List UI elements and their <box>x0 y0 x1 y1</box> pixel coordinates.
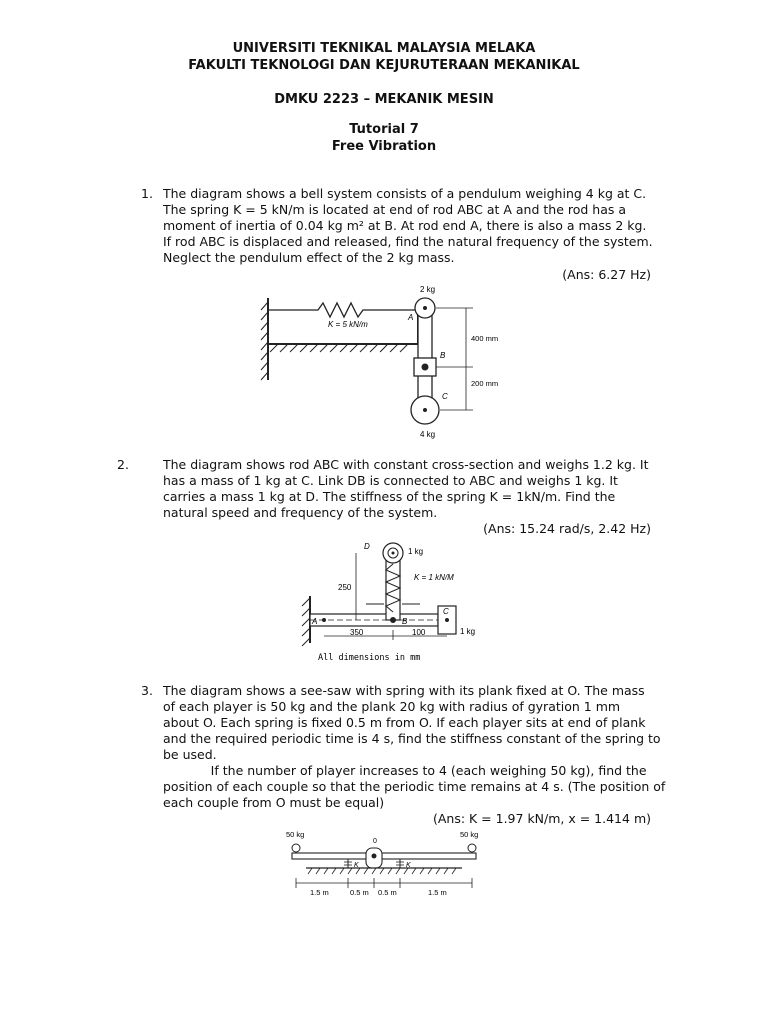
figure-1-label-a: A <box>408 313 414 322</box>
figure-2-mass-c: 1 kg <box>460 627 476 636</box>
question-1-line: The spring K = 5 kN/m is located at end of rod ABC at A and the rod has a <box>163 202 627 217</box>
question-1-line: If rod ABC is displaced and released, find the natural frequency of the system. <box>163 234 653 249</box>
figure-1-dim-upper: 400 mm <box>471 334 499 343</box>
figure-3-left-mass: 50 kg <box>286 830 305 839</box>
question-1-line: The diagram shows a bell system consists of a pendulum weighing 4 kg at C. <box>163 186 647 201</box>
course-title: DMKU 2223 – MEKANIK MESIN <box>274 92 494 107</box>
question-1-text <box>163 186 655 266</box>
figure-1-label-b: B <box>440 351 446 360</box>
figure-3-dim: 0.5 m <box>378 888 397 897</box>
question-3-line: The diagram shows a see-saw with spring with its plank fixed at O. The mass <box>163 683 645 698</box>
figure-2-mass-d: 1 kg <box>408 547 424 556</box>
university-title: UNIVERSITI TEKNIKAL MALAYSIA MELAKA <box>232 41 536 56</box>
topic-title: Free Vibration <box>331 139 437 154</box>
figure-1-label-c: C <box>442 392 448 401</box>
figure-2-caption: All dimensions in mm <box>318 653 421 663</box>
figure-2-label-d: D <box>364 542 370 551</box>
question-2-answer: (Ans: 15.24 rad/s, 2.42 Hz) <box>483 521 651 536</box>
question-1-number: 1. <box>141 186 153 201</box>
faculty-title: FAKULTI TEKNOLOGI DAN KEJURUTERAAN MEKANIKAL <box>188 58 580 73</box>
figure-2-spring-label: K = 1 kN/M <box>414 573 454 582</box>
question-3-number: 3. <box>141 683 153 698</box>
question-3-text <box>163 683 666 811</box>
figure-1-bottom-mass: 4 kg <box>420 430 436 439</box>
question-2-line: has a mass of 1 kg at C. Link DB is connected to ABC and weighs 1 kg. It <box>163 473 618 488</box>
question-2-line: carries a mass 1 kg at D. The stiffness of the spring K = 1kN/m. Find the <box>163 489 616 504</box>
figure-1-dim-lower: 200 mm <box>471 379 499 388</box>
figure-3-dim: 1.5 m <box>428 888 447 897</box>
question-3-line: position of each couple so that the periodic time remains at 4 s. (The position of <box>163 779 666 794</box>
figure-3-see-saw <box>282 826 492 900</box>
figure-2-dim-bc: 100 <box>412 628 426 637</box>
question-3-line: and the required periodic time is 4 s, find the stiffness constant of the spring to <box>163 731 661 746</box>
question-3-answer: (Ans: K = 1.97 kN/m, x = 1.414 m) <box>432 811 651 826</box>
question-1-answer: (Ans: 6.27 Hz) <box>562 267 651 282</box>
tutorial-title: Tutorial 7 <box>349 122 419 137</box>
question-1-line: moment of inertia of 0.04 kg m² at B. At rod end A, there is also a mass 2 kg. <box>163 218 647 233</box>
question-2-text <box>163 457 655 521</box>
figure-2-dim-vertical: 250 <box>338 583 352 592</box>
figure-1-spring <box>268 303 418 317</box>
figure-3-dim: 0.5 m <box>350 888 369 897</box>
figure-2-rod-link <box>288 538 488 666</box>
question-3-line: about O. Each spring is fixed 0.5 m from O. If each player sits at end of plank <box>163 715 646 730</box>
figure-3-spring-left: K <box>354 862 359 869</box>
figure-2-label-c: C <box>443 607 449 616</box>
question-3-line: of each player is 50 kg and the plank 20 kg with radius of gyration 1 mm <box>163 699 621 714</box>
question-3-line: be used. <box>163 747 217 762</box>
question-3-line: If the number of player increases to 4 (each weighing 50 kg), find the <box>163 763 647 778</box>
question-2-line: The diagram shows rod ABC with constant cross-section and weighs 1.2 kg. It <box>163 457 649 472</box>
question-3-line: each couple from O must be equal) <box>163 795 385 810</box>
figure-3-spring-right: K <box>406 862 411 869</box>
figure-2-label-b: B <box>402 617 408 626</box>
figure-3-dim: 1.5 m <box>310 888 329 897</box>
question-2-number: 2. <box>117 457 129 472</box>
question-2-line: natural speed and frequency of the system. <box>163 505 438 520</box>
figure-3-pivot-label: 0 <box>373 838 377 845</box>
figure-1-spring-label: K = 5 kN/m <box>328 320 368 329</box>
figure-3-right-mass: 50 kg <box>460 830 479 839</box>
figure-2-dim-ab: 350 <box>350 628 364 637</box>
figure-2-label-a: A <box>312 617 318 626</box>
question-1-line: Neglect the pendulum effect of the 2 kg mass. <box>163 250 455 265</box>
figure-1-bell-system <box>258 280 518 440</box>
figure-1-top-mass: 2 kg <box>420 285 436 294</box>
